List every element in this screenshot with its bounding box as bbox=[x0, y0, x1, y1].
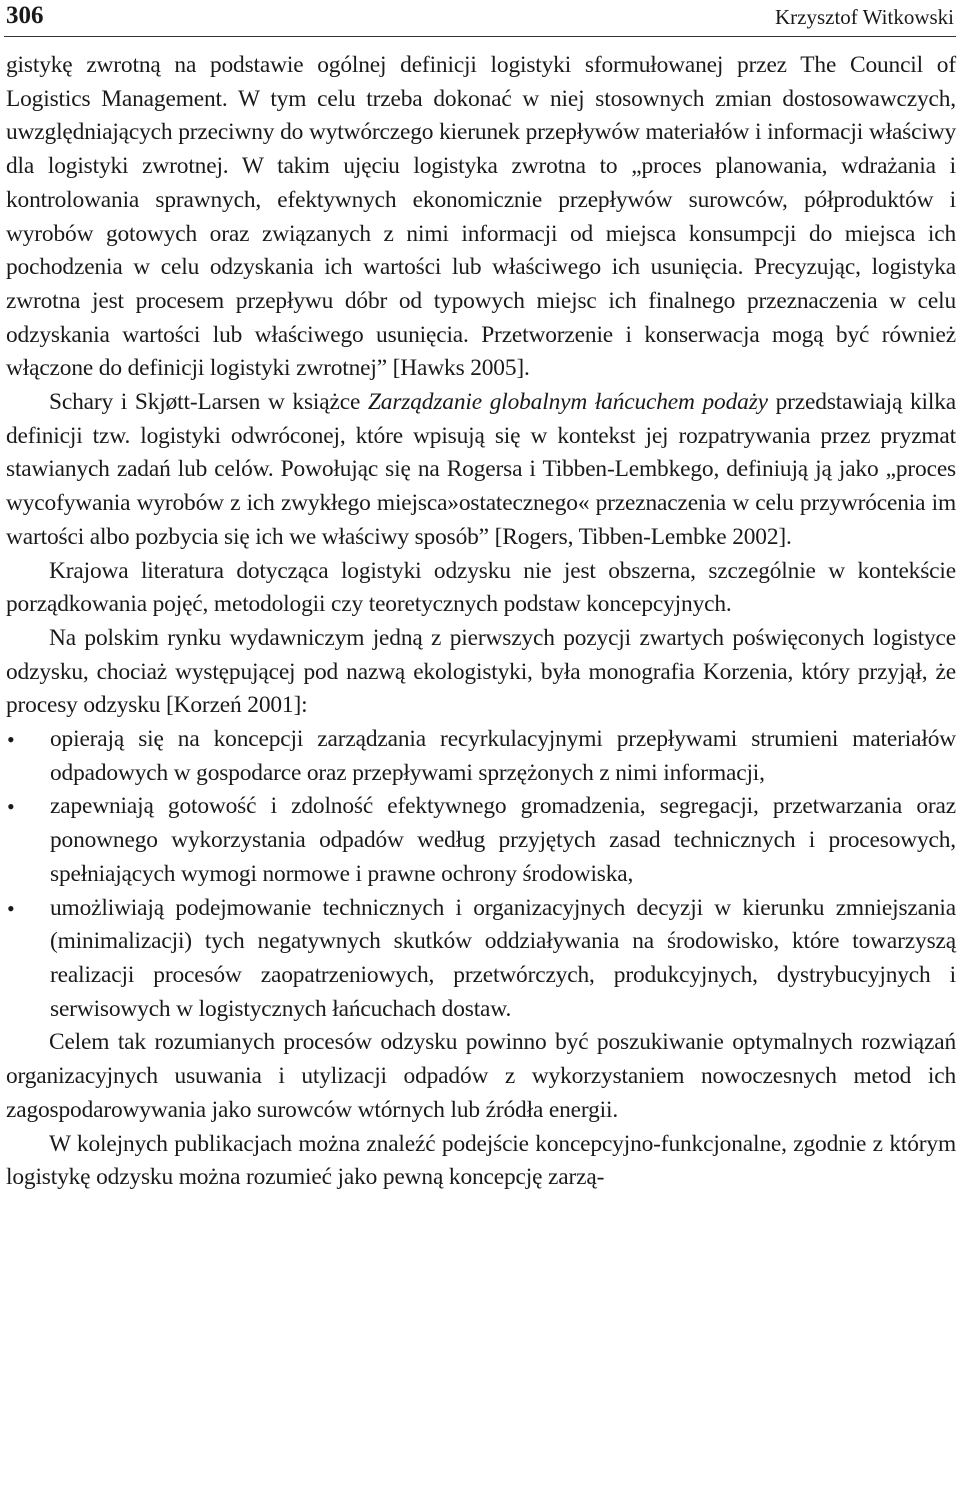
list-item-text: opierają się na koncepcji zarządzania recyrkulacyjnymi przepływami strumieni materiałów odpadowych w gospodarce oraz przepływami sprzężonych z nimi informacji, bbox=[50, 726, 956, 786]
book-title: Zarządzanie globalnym łańcuchem podaży bbox=[367, 389, 768, 416]
paragraph-cel-procesow: Celem tak rozumianych procesów odzysku powinno być poszukiwanie optymalnych rozwiązań organizacyjnych usuwania i utylizacji odpadów z wykorzystaniem nowoczesnych metod ich zagospodarowywania jako surowców wtórnych lub źródła energii. bbox=[6, 1029, 956, 1123]
paragraph-continued: gistykę zwrotną na podstawie ogólnej definicji logistyki sformułowanej przez The Council of Logistics Management. W tym celu trzeba dokonać w niej stosownych zmian dostosowawczych, uwzględniających przeciwny do wytwórczego kierunek przepływów materiałów i informacji właściwy dla logistyki zwrotnej. W takim ujęciu logistyka zwrotna to „proces planowania, wdrażania i kontrolowania sprawnych, efektywnych ekonomicznie przepływów surowców, półproduktów i wyrobów gotowych oraz związanych z nimi informacji od miejsca konsumpcji do miejsca ich pochodzenia w celu odzyskania ich wartości lub właściwego ich usunięcia. Precyzując, logistyka zwrotna jest procesem przepływu dóbr od typowych miejsc ich finalnego przeznaczenia w celu odzyskania wartości lub właściwego usunięcia. Przetworzenie i konserwacja mogą być również włączone do definicji logistyki zwrotnej” [Hawks 2005]. bbox=[6, 52, 956, 382]
list-item-text: zapewniają gotowość i zdolność efektywnego gromadzenia, segregacji, przetwarzania oraz ponownego wykorzystania odpadów według przyjętych zasad technicznych i procesowych, spełniających wymogi normowe i prawne ochrony środowiska, bbox=[50, 793, 956, 887]
paragraph-kolejne-publikacje: W kolejnych publikacjach można znaleźć podejście koncepcyjno-funkcjonalne, zgodnie z którym logistykę odzysku można rozumieć jako pewną koncepcję zarzą- bbox=[6, 1130, 956, 1191]
paragraph-text: przedstawiają kilka definicji tzw. logistyki odwróconej, które wpisują się w kontekst jej rozpatrywania przez pryzmat stawianych zadań lub celów. Powołując się na Rogersa i Tibben-Lembkego, definiują ją jako „proces wycofywania wyrobów z ich zwykłego miejsca»ostatecznego« przeznaczenia w celu przywrócenia im wartości albo pozbycia się ich we właściwy sposób” [Rogers, Tibben-Lembke 2002]. bbox=[6, 389, 956, 550]
page-number: 306 bbox=[6, 2, 44, 29]
bullet-icon: • bbox=[7, 895, 15, 921]
paragraph-polski-rynek: Na polskim rynku wydawniczym jedną z pierwszych pozycji zwartych poświęconych logistyce odzysku, chociaż występującej pod nazwą ekologistyki, była monografia Korzenia, który przyjął, że procesy odzysku [Korzeń 2001]: bbox=[6, 624, 956, 719]
paragraph-schary bbox=[6, 386, 956, 555]
list-item bbox=[6, 892, 956, 1027]
bullet-icon: • bbox=[7, 794, 15, 820]
running-head-author: Krzysztof Witkowski bbox=[775, 5, 954, 29]
bullet-icon: • bbox=[7, 727, 15, 753]
body-text bbox=[6, 49, 956, 1195]
list-item bbox=[6, 723, 956, 790]
list-item bbox=[6, 790, 956, 891]
paragraph-text: Schary i Skjøtt-Larsen w książce bbox=[49, 389, 368, 416]
list-item-text: umożliwiają podejmowanie technicznych i organizacyjnych decyzji w kierunku zmniejszania (minimalizacji) tych negatywnych skutków oddziaływania na środowisko, które towarzyszą realizacji procesów zaopatrzeniowych, przetwórczych, produkcyjnych, dystrybucyjnych i serwisowych w logistycznych łańcuchach dostaw. bbox=[50, 894, 956, 1022]
paragraph-krajowa-literatura: Krajowa literatura dotycząca logistyki odzysku nie jest obszerna, szczególnie w kontekście porządkowania pojęć, metodologii czy teoretycznych podstaw koncepcyjnych. bbox=[6, 557, 956, 618]
bullet-list bbox=[6, 723, 956, 1026]
page-header bbox=[4, 0, 956, 37]
